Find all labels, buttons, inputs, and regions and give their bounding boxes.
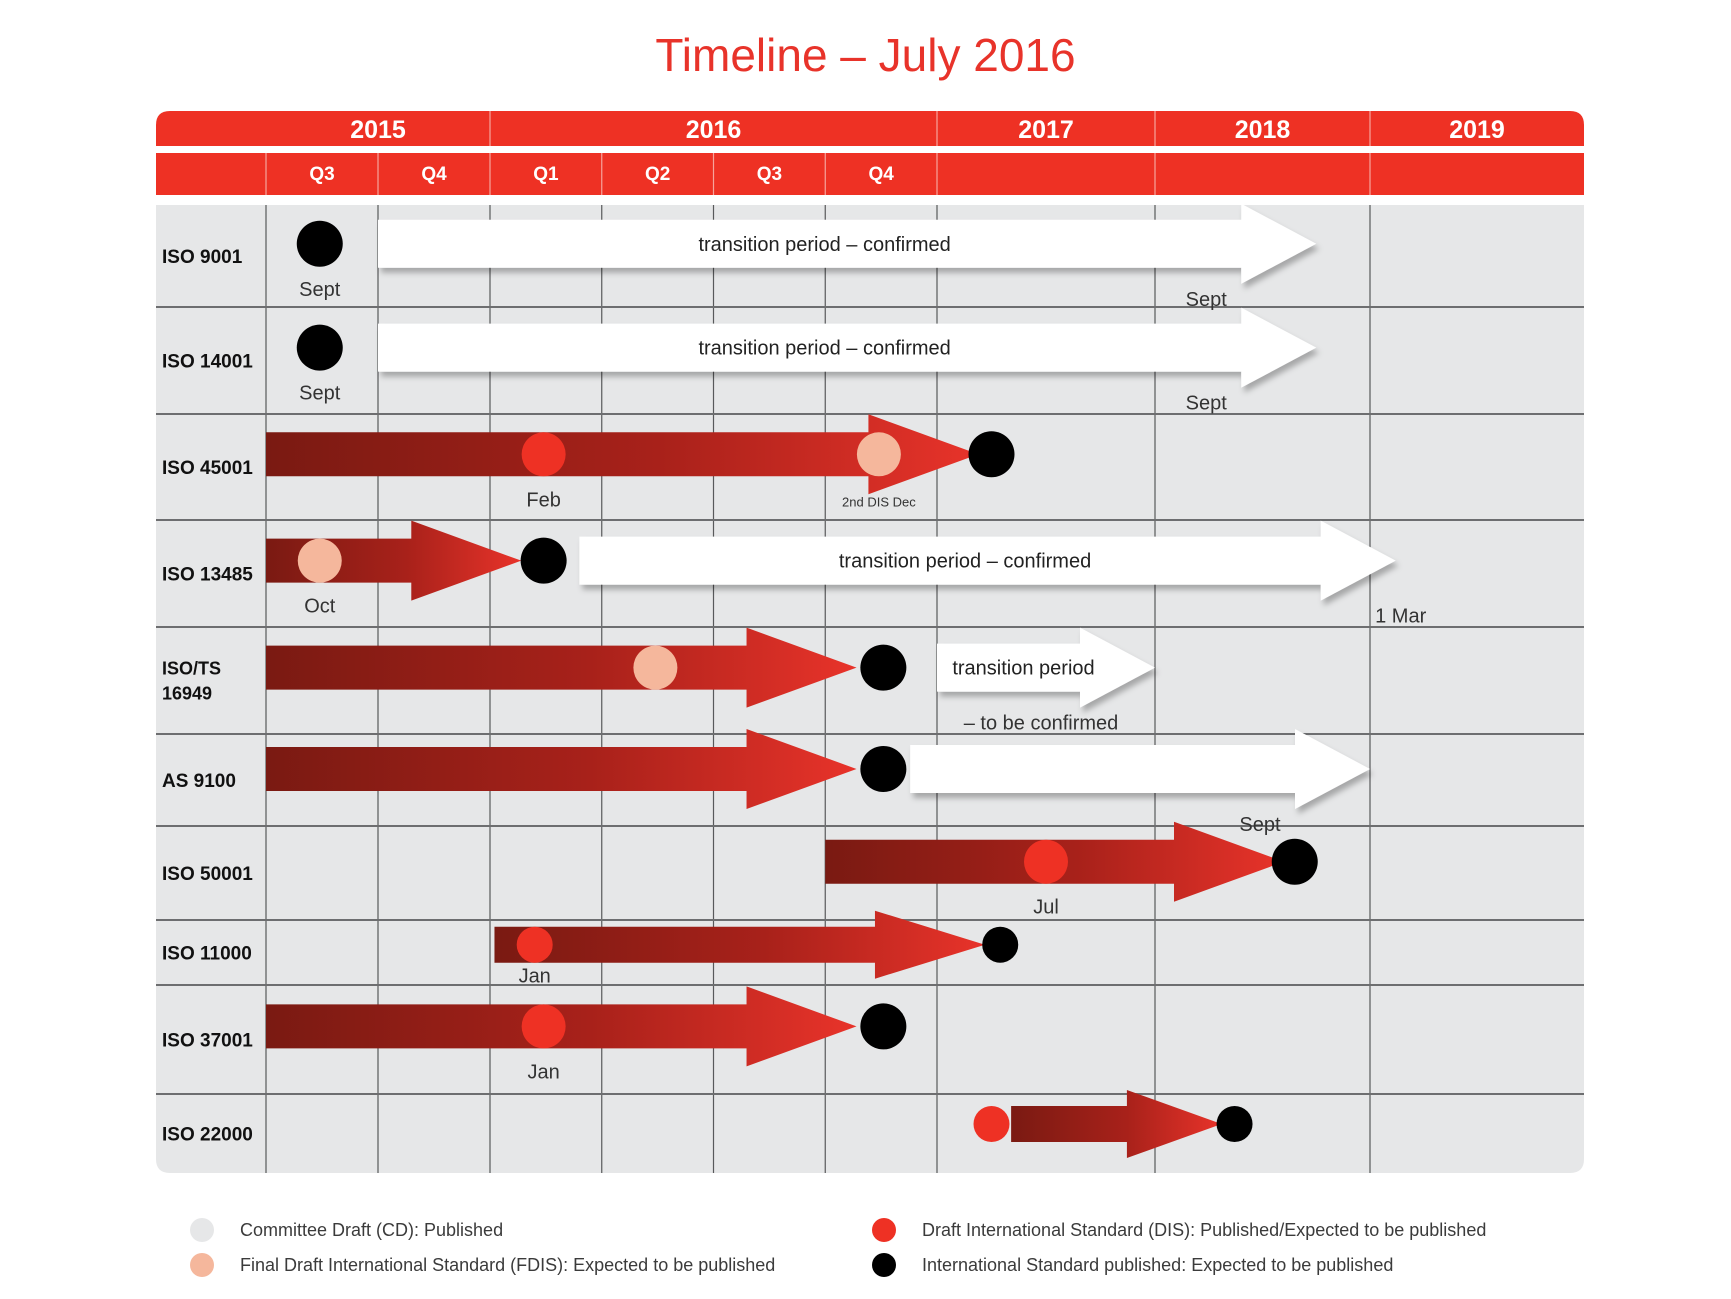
year-label-2018: 2018 <box>1234 116 1291 144</box>
marker-dis <box>1024 840 1068 884</box>
marker-dis <box>517 927 553 963</box>
legend-item-cd <box>190 1218 503 1242</box>
is-dot-icon <box>872 1253 896 1277</box>
transition-label: transition period <box>952 657 1095 680</box>
row-label: ISO 22000 <box>162 1124 253 1146</box>
quarter-label-Q3: Q3 <box>756 164 783 185</box>
legend-item-dis <box>872 1218 1486 1242</box>
legend-label-dis: Draft International Standard (DIS): Published/Expected to be published <box>922 1219 1487 1240</box>
marker-label: Jan <box>527 1061 560 1084</box>
marker-label: Jul <box>1033 896 1059 919</box>
marker-is <box>860 746 906 792</box>
legend-item-is <box>872 1253 1393 1277</box>
marker-is <box>1272 839 1318 885</box>
marker-is <box>860 645 906 691</box>
row-label: ISO 37001 <box>162 1030 253 1052</box>
transition-end-label: Sept <box>1185 288 1227 311</box>
marker-label: Feb <box>526 489 561 512</box>
chart-title: Timeline – July 2016 <box>655 29 1076 81</box>
transition-label: transition period – confirmed <box>698 233 951 256</box>
transition-label: transition period – confirmed <box>698 337 951 360</box>
row-label: 16949 <box>162 683 213 704</box>
marker-fdis <box>633 646 677 690</box>
transition-end-label: – to be confirmed <box>963 712 1119 735</box>
marker-is <box>297 221 343 267</box>
transition-end-label: 1 Mar <box>1375 605 1427 628</box>
marker-is <box>521 538 567 584</box>
quarter-label-Q1: Q1 <box>533 164 559 185</box>
marker-label: Sept <box>299 382 341 405</box>
row-label: ISO 45001 <box>162 458 253 479</box>
year-label-2019: 2019 <box>1449 116 1505 144</box>
year-label-2017: 2017 <box>1018 116 1074 144</box>
marker-label: Sept <box>299 278 341 301</box>
legend-label-cd: Committee Draft (CD): Published <box>240 1219 504 1240</box>
transition-end-label: Sept <box>1239 813 1281 836</box>
marker-dis <box>974 1106 1010 1142</box>
marker-is <box>969 431 1015 477</box>
marker-is <box>860 1003 906 1049</box>
row-label: ISO 9001 <box>162 247 243 268</box>
marker-is <box>297 325 343 371</box>
legend-label-fdis: Final Draft International Standard (FDIS): Expected to be published <box>240 1254 776 1275</box>
quarter-label-Q4: Q4 <box>421 164 447 185</box>
row-label: ISO 11000 <box>162 943 252 965</box>
marker-label: Oct <box>304 595 336 618</box>
year-label-2016: 2016 <box>685 116 742 144</box>
dis-dot-icon <box>872 1218 896 1242</box>
legend-label-is: International Standard published: Expected to be published <box>922 1254 1394 1275</box>
marker-label: 2nd DIS Dec <box>842 494 916 510</box>
fdis-dot-icon <box>190 1253 214 1277</box>
row-label: ISO 50001 <box>162 864 253 885</box>
quarter-label-Q3: Q3 <box>309 164 335 185</box>
marker-is <box>1217 1106 1253 1142</box>
row-label: ISO 13485 <box>162 564 253 586</box>
row-label: AS 9100 <box>162 771 236 792</box>
year-label-2015: 2015 <box>350 116 406 144</box>
transition-end-label: Sept <box>1185 392 1227 415</box>
transition-label: transition period – confirmed <box>838 550 1092 573</box>
quarter-label-Q4: Q4 <box>868 164 894 185</box>
marker-label: Jan <box>518 965 551 988</box>
marker-fdis <box>857 432 901 476</box>
quarter-label-Q2: Q2 <box>644 164 671 185</box>
marker-dis <box>522 432 566 476</box>
row-label: ISO 14001 <box>162 351 253 373</box>
marker-fdis <box>298 539 342 583</box>
row-label: ISO/TS <box>162 658 222 679</box>
legend-item-fdis <box>190 1253 775 1277</box>
cd-dot-icon <box>190 1218 214 1242</box>
marker-is <box>982 927 1018 963</box>
marker-dis <box>522 1004 566 1048</box>
